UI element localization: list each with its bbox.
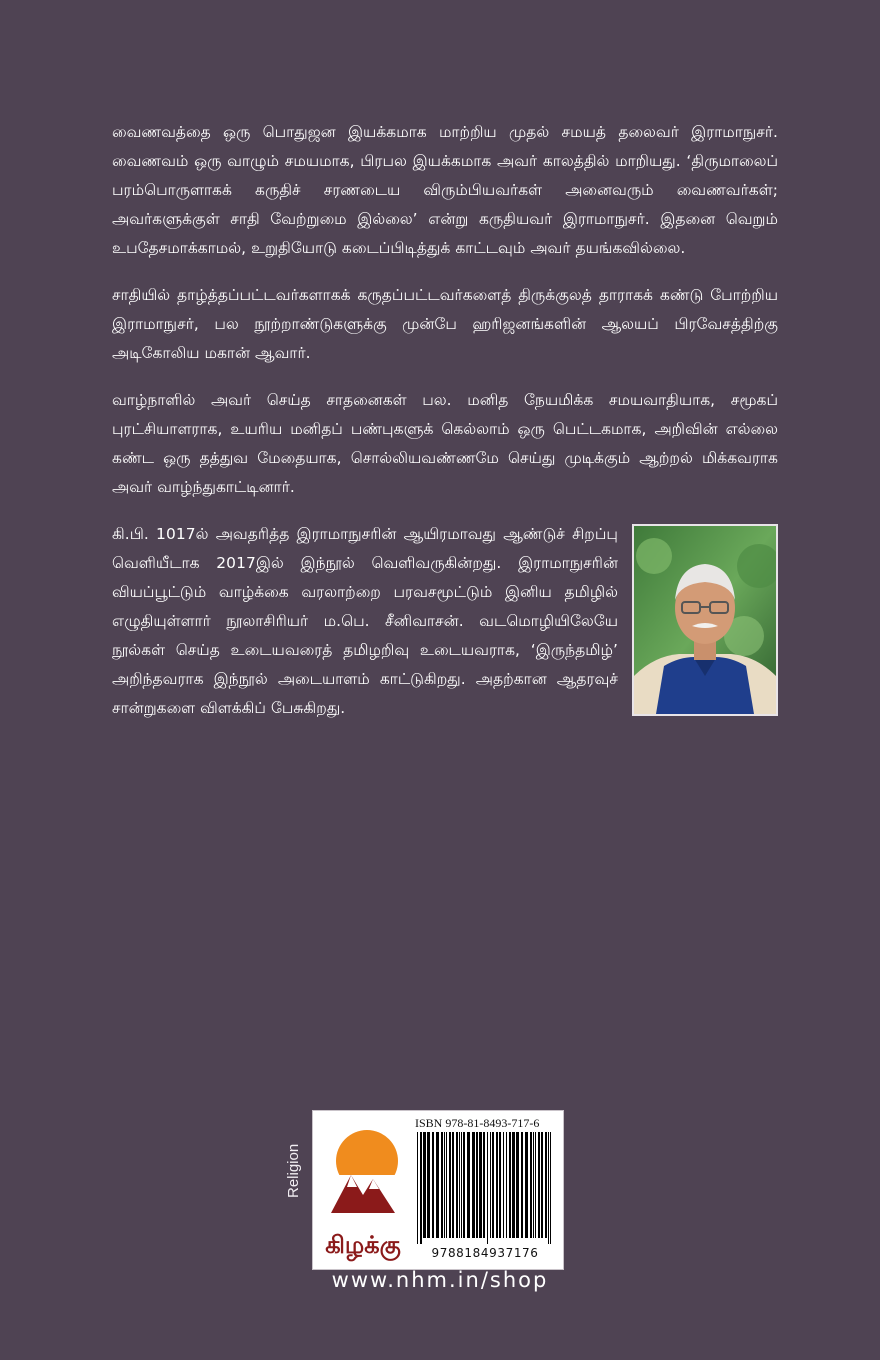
barcode-bar — [530, 1132, 532, 1238]
barcode-bar — [509, 1132, 511, 1238]
barcode — [417, 1132, 553, 1244]
barcode-bar — [423, 1132, 426, 1238]
blurb-paragraph-2: சாதியில் தாழ்த்தப்பட்டவர்களாகக் கருதப்பட்டவர்களைத் திருக்குலத் தாராகக் கண்டு போற்றிய இராமாநுசர், பல நூற்றாண்டுகளுக்கு முன்பே ஹரிஜனங்களின் ஆலயப் பிரவேசத்திற்கு அடிகோலிய மகான் ஆவார். — [112, 286, 778, 362]
barcode-bar — [444, 1132, 445, 1238]
barcode-bar — [499, 1132, 501, 1238]
barcode-bar — [483, 1132, 485, 1238]
barcode-bar — [476, 1132, 478, 1238]
barcode-bar — [492, 1132, 494, 1238]
barcode-bar — [432, 1132, 434, 1238]
barcode-bar — [479, 1132, 482, 1238]
isbn-text: ISBN 978-81-8493-717-6 — [415, 1116, 540, 1130]
barcode-bar — [521, 1132, 523, 1238]
barcode-bar — [417, 1132, 418, 1244]
barcode-bar — [452, 1132, 454, 1238]
publisher-isbn-label — [312, 1110, 564, 1270]
blurb-paragraph-3: வாழ்நாளில் அவர் செய்த சாதனைகள் பல. மனித நேயமிக்க சமயவாதியாக, சமூகப் புரட்சியாளராக, உயரிய மனிதப் பண்புகளுக் கெல்லாம் ஒரு பெட்டகமாக, அறிவின் எல்லை கண்ட ஒரு தத்துவ மேதையாக, சொல்லியவண்ணமே செய்து முடிக்கும் ஆற்றல் மிக்கவராக அவர் வாழ்ந்துகாட்டினார். — [112, 391, 778, 496]
barcode-bar — [436, 1132, 439, 1238]
barcode-bar — [463, 1132, 465, 1238]
website-url[interactable]: www.nhm.in/shop — [331, 1268, 549, 1292]
barcode-bar — [548, 1132, 549, 1244]
barcode-bar — [525, 1132, 528, 1238]
barcode-bar — [459, 1132, 460, 1238]
barcode-bar — [541, 1132, 543, 1238]
blurb-paragraph-1: வைணவத்தை ஒரு பொதுஜன இயக்கமாக மாற்றிய முதல் சமயத் தலைவர் இராமாநுசர். வைணவம் ஒரு வாழும் சமயமாக, பிரபல இயக்கமாக அவர் காலத்தில் மாறியது. ‘திருமாலைப் பரம்பொருளாகக் கருதிச் சரணடைய விரும்பியவர்கள் அனைவரும் வைணவர்கள்; அவர்களுக்குள் சாதி வேற்றுமை இல்லை’ என்று கருதியவர் இராமாநுசர். இதனை வெறும் உபதேசமாக்காமல், உறுதியோடு கடைப்பிடித்துக் காட்டவும் அவர் தயங்கவில்லை. — [112, 123, 778, 257]
barcode-bar — [456, 1132, 458, 1238]
barcode-bar — [461, 1132, 462, 1238]
genre-label: Religion — [285, 1143, 302, 1198]
barcode-bar — [496, 1132, 498, 1238]
barcode-bar — [516, 1132, 519, 1238]
blurb-paragraph-4: கி.பி. 1017ல் அவதரித்த இராமாநுசரின் ஆயிரமாவது ஆண்டுச் சிறப்பு வெளியீடாக 2017இல் இந்நூல் வெளிவருகின்றது. இராமாநுசரின் வியப்பூட்டும் வாழ்க்கை வரலாற்றை பரவசமூட்டும் இனிய தமிழில் எழுதியுள்ளார் நூலாசிரியர் ம.பெ. சீனிவாசன். வடமொழியிலேயே நூல்கள் செய்த உடையவரைத் தமிழறிவு உடையவராக, ‘இருந்தமிழ்’ அறிந்தவராக இந்நூல் அடையாளம் காட்டுகிறது. அதற்கான ஆதரவுச் சான்றுகளை விளக்கிப் பேசுகிறது. — [112, 525, 618, 717]
barcode-bar — [446, 1132, 447, 1238]
barcode-bar — [449, 1132, 451, 1238]
barcode-bar — [506, 1132, 507, 1238]
barcode-bar — [550, 1132, 551, 1244]
barcode-bar — [427, 1132, 430, 1238]
barcode-bar — [538, 1132, 540, 1238]
barcode-bar — [503, 1132, 504, 1238]
barcode-bar — [487, 1132, 488, 1244]
author-photo — [632, 524, 778, 716]
barcode-number: 9788184937176 — [431, 1246, 539, 1260]
barcode-bar — [512, 1132, 515, 1238]
barcode-bar — [467, 1132, 470, 1238]
barcode-bar — [420, 1132, 422, 1244]
barcode-bar — [490, 1132, 491, 1238]
barcode-bar — [535, 1132, 536, 1238]
barcode-bar — [441, 1132, 443, 1238]
barcode-bar — [545, 1132, 547, 1238]
barcode-area — [411, 1114, 561, 1266]
barcode-bar — [533, 1132, 534, 1238]
publisher-logo-text: கிழக்கு — [325, 1231, 401, 1259]
barcode-bar — [472, 1132, 475, 1238]
blurb — [112, 118, 778, 741]
publisher-logo — [317, 1115, 409, 1265]
